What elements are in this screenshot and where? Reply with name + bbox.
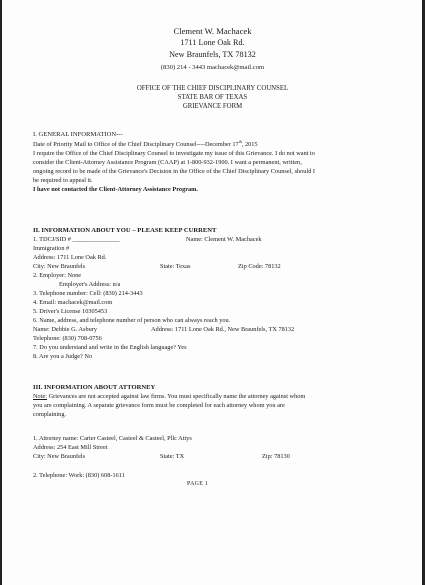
attorney-note-line1 (33, 393, 305, 400)
request-para-line1: I require the Office of the Chief Disciplinary Counsel to investigate my issue of this Grievance. I do not want to (33, 150, 315, 157)
note-label: Note: (33, 393, 47, 400)
attorney-name: 1. Attorney name: Carter Casteel, Casteel & Casteel, Pllc Attys (33, 435, 192, 442)
contact-name: Name: Debbie G. Asbury (33, 326, 98, 333)
sender-street: 1711 Lone Oak Rd. (180, 38, 245, 47)
email-field: 4. Email: machacek@mail.com (33, 299, 113, 306)
office-line-1: OFFICE OF THE CHIEF DISCIPLINARY COUNSEL (136, 85, 289, 92)
city-field: City: New Braunfels (33, 263, 86, 270)
name-field: Name: Clement W. Machacek (186, 236, 262, 243)
sender-name: Clement W. Machacek (173, 26, 252, 36)
attorney-note-line3: complaining. (33, 411, 67, 418)
section1-heading: I. GENERAL INFORMATION--- (33, 131, 123, 138)
section3-heading: III. INFORMATION ABOUT ATTORNEY (33, 384, 156, 391)
attorney-phone: 2. Telephone: Work: (830) 608-1611 (33, 472, 125, 479)
state-field: State: Texas (160, 263, 191, 270)
english-question: 7. Do you understand and write in the English language? Yes (33, 344, 187, 351)
priority-mail-date (33, 138, 258, 148)
office-line-2: STATE BAR OF TEXAS (177, 94, 248, 101)
request-para-line3: ongoing record to be made of the Grievance's Decision in the Office of the Chief Disciplinary Counsel, should I (33, 168, 316, 175)
sender-contact: (830) 214 - 3443 machacek@mail.com (160, 64, 265, 71)
priority-mail-date-sup: th (238, 138, 242, 144)
immigration-field: Immigration # (33, 245, 70, 252)
sender-city-state: New Braunfels, TX 78132 (169, 50, 256, 59)
request-para-line4: be required to appeal it. (33, 177, 93, 184)
priority-mail-date-suffix: , 2015 (241, 141, 258, 148)
contact-phone: Telephone: (830) 708-0756 (33, 335, 102, 342)
attorney-city: City: New Braunfels (33, 453, 86, 460)
request-para-line2: consider the Client-Attorney Assistance Program (CAAP) at 1-800-932-1900. I want a permanent, written, (33, 159, 302, 166)
attorney-note-line2: you are complaining. A separate grievance form must be completed for each attorney whom you are (33, 402, 285, 409)
priority-mail-date-prefix: Date of Priority Mail to Office of the Chief Disciplinary Counsel----December 17 (33, 141, 239, 148)
page-number: PAGE 1 (187, 481, 209, 487)
contact-person-question: 6. Name, address, and telephone number of person who can always reach you. (33, 317, 231, 324)
employer-field: 2. Employer: None (33, 272, 82, 279)
employer-address-field: Employer's Address: n/a (59, 281, 121, 288)
note-text: Grievances are not accepted against law firms. You must specifically name the attorney against whom (47, 393, 306, 400)
judge-question: 8. Are you a Judge? No (33, 353, 93, 360)
caap-note: I have not contacted the Client-Attorney Assistance Program. (33, 186, 198, 193)
contact-address: Address: 1711 Lone Oak Rd., New Braunfels, TX 78132 (151, 326, 295, 333)
zip-field: Zip Code: 78132 (238, 263, 281, 270)
tdcj-sid-field: 1. TDCJ/SID # _______________ (33, 236, 120, 243)
license-field: 5. Driver's License 10305453 (33, 308, 108, 315)
telephone-field: 3. Telephone number: Cell: (830) 214-3443 (33, 290, 143, 297)
attorney-zip: Zip: 78130 (262, 453, 290, 460)
address-field: Address: 1711 Lone Oak Rd. (33, 254, 107, 261)
attorney-address: Address: 254 East Mill Street (33, 444, 108, 451)
section2-heading: II. INFORMATION ABOUT YOU – PLEASE KEEP CURRENT (33, 227, 217, 234)
form-title: GRIEVANCE FORM (182, 103, 243, 110)
attorney-state: State: TX (160, 453, 185, 460)
